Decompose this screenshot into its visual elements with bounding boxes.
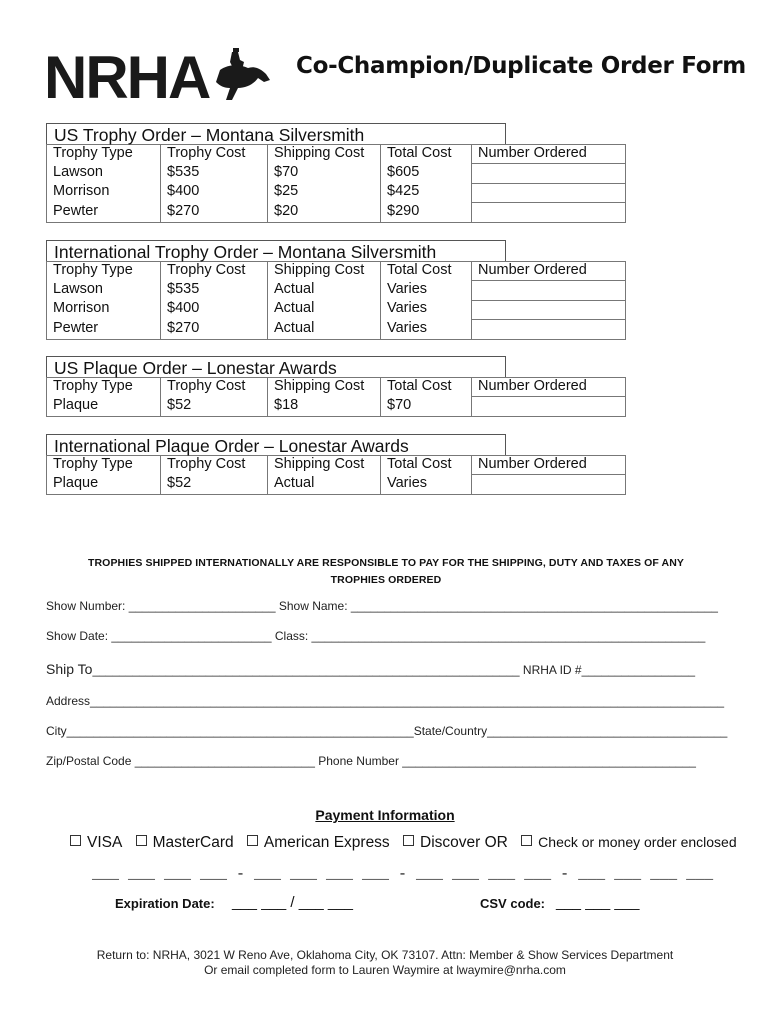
option-label: Discover OR — [420, 834, 508, 851]
payment-options — [70, 834, 746, 852]
column-header: Trophy Cost — [161, 378, 268, 397]
table-row — [47, 281, 626, 300]
column-header-number-ordered: Number Ordered — [472, 456, 626, 475]
trophy-type: Plaque — [47, 397, 161, 416]
section-us-trophy — [46, 123, 620, 223]
section-heading: US Trophy Order – Montana Silversmith — [46, 123, 506, 145]
column-header-number-ordered: Number Ordered — [472, 262, 626, 281]
section-heading: International Trophy Order – Montana Silversmith — [46, 240, 506, 262]
column-header: Shipping Cost — [268, 456, 381, 475]
column-header: Total Cost — [381, 456, 472, 475]
ship-to-field[interactable] — [46, 661, 695, 677]
trophy-cost: $535 — [161, 281, 268, 300]
trophy-type: Morrison — [47, 183, 161, 202]
csv-code-field[interactable]: ___ ___ ___ — [556, 894, 640, 911]
checkbox-icon[interactable] — [247, 835, 258, 846]
nrha-logo — [44, 46, 272, 104]
address-field[interactable]: Address_______________________________________________________________________________________________ — [46, 694, 725, 708]
option-label: VISA — [87, 834, 123, 851]
trophy-type: Morrison — [47, 300, 161, 319]
section-heading: International Plaque Order – Lonestar Awards — [46, 434, 506, 456]
horse-rider-icon — [216, 48, 270, 100]
footer-line: Or email completed form to Lauren Waymire at lwaymire@nrha.com — [204, 963, 566, 977]
column-header: Trophy Cost — [161, 145, 268, 164]
column-header: Trophy Cost — [161, 456, 268, 475]
footer-line: Return to: NRHA, 3021 W Reno Ave, Oklahoma City, OK 73107. Attn: Member & Show Services Department — [96, 948, 674, 962]
payment-option-visa[interactable] — [70, 834, 122, 851]
trophy-cost: $270 — [161, 320, 268, 339]
shipping-cost: Actual — [268, 281, 381, 300]
payment-option-amex[interactable] — [247, 834, 390, 851]
option-label: Check or money order enclosed — [538, 834, 737, 850]
shipping-cost: $20 — [268, 203, 381, 222]
number-ordered-field[interactable] — [472, 475, 626, 494]
return-address-footer — [0, 948, 770, 978]
total-cost: $70 — [381, 397, 472, 416]
number-ordered-field[interactable] — [472, 183, 626, 202]
column-header: Total Cost — [381, 378, 472, 397]
order-table — [46, 144, 626, 223]
shipping-cost: Actual — [268, 475, 381, 494]
number-ordered-field[interactable] — [472, 164, 626, 183]
column-header: Trophy Type — [47, 262, 161, 281]
total-cost: $425 — [381, 183, 472, 202]
total-cost: Varies — [381, 281, 472, 300]
payment-information-title: Payment Information — [315, 807, 455, 823]
trophy-type: Plaque — [47, 475, 161, 494]
option-label: American Express — [263, 834, 390, 851]
checkbox-icon[interactable] — [70, 835, 81, 846]
number-ordered-field[interactable] — [472, 300, 626, 319]
expiration-date-field[interactable]: ___ ___ / ___ ___ — [232, 894, 353, 911]
csv-code-label: CSV code: — [480, 896, 546, 911]
show-number-field[interactable]: Show Number: ______________________ Show Name: _______________________________________________________ — [46, 599, 718, 613]
shipping-cost: $25 — [268, 183, 381, 202]
trophy-cost: $52 — [161, 475, 268, 494]
column-header-number-ordered: Number Ordered — [472, 145, 626, 164]
table-row — [47, 164, 626, 183]
card-number-field[interactable]: ___ ___ ___ ___ - ___ ___ ___ ___ - ___ ___ ___ ___ - ___ ___ ___ ___ — [92, 866, 714, 883]
number-ordered-field[interactable] — [472, 320, 626, 339]
column-header-number-ordered: Number Ordered — [472, 378, 626, 397]
column-header: Trophy Type — [47, 378, 161, 397]
ship-to-blank[interactable]: ________________________________________________________________ NRHA ID #_________________ — [92, 663, 696, 677]
checkbox-icon[interactable] — [403, 835, 414, 846]
shipping-cost: $70 — [268, 164, 381, 183]
number-ordered-field[interactable] — [472, 397, 626, 416]
table-row — [47, 300, 626, 319]
payment-option-discover[interactable] — [403, 834, 508, 851]
notice-line: TROPHIES SHIPPED INTERNATIONALLY ARE RESPONSIBLE TO PAY FOR THE SHIPPING, DUTY AND TAXES OF ANY — [87, 557, 685, 569]
column-header: Trophy Type — [47, 145, 161, 164]
checkbox-icon[interactable] — [136, 835, 147, 846]
column-header: Shipping Cost — [268, 262, 381, 281]
column-header: Trophy Cost — [161, 262, 268, 281]
total-cost: Varies — [381, 475, 472, 494]
table-row — [47, 183, 626, 202]
order-table — [46, 261, 626, 340]
section-international-plaque — [46, 434, 620, 495]
trophy-cost: $400 — [161, 183, 268, 202]
trophy-type: Pewter — [47, 320, 161, 339]
section-heading: US Plaque Order – Lonestar Awards — [46, 356, 506, 378]
order-table — [46, 455, 626, 495]
column-header: Total Cost — [381, 262, 472, 281]
trophy-type: Lawson — [47, 164, 161, 183]
number-ordered-field[interactable] — [472, 203, 626, 222]
ship-to-label: Ship To — [46, 661, 93, 677]
show-date-field[interactable]: Show Date: ________________________ Class: ___________________________________________________________ — [46, 629, 706, 643]
payment-option-mastercard[interactable] — [136, 834, 234, 851]
nrha-logo-icon — [44, 46, 272, 104]
option-label: MasterCard — [152, 834, 234, 851]
order-table — [46, 377, 626, 417]
total-cost: Varies — [381, 300, 472, 319]
total-cost: $290 — [381, 203, 472, 222]
trophy-cost: $270 — [161, 203, 268, 222]
notice-line: TROPHIES ORDERED — [330, 574, 442, 586]
column-header: Trophy Type — [47, 456, 161, 475]
section-us-plaque — [46, 356, 620, 417]
table-row — [47, 203, 626, 222]
column-header: Shipping Cost — [268, 378, 381, 397]
shipping-cost: $18 — [268, 397, 381, 416]
shipping-cost: Actual — [268, 300, 381, 319]
table-header-row — [47, 378, 626, 397]
number-ordered-field[interactable] — [472, 281, 626, 300]
column-header: Shipping Cost — [268, 145, 381, 164]
checkbox-icon[interactable] — [521, 835, 532, 846]
city-state-field[interactable]: City____________________________________________________State/Country____________________________________ — [46, 724, 728, 738]
logo-text: NRHA — [44, 46, 210, 104]
table-header-row — [47, 145, 626, 164]
page-title: Co-Champion/Duplicate Order Form — [296, 53, 746, 79]
table-header-row — [47, 456, 626, 475]
shipping-cost: Actual — [268, 320, 381, 339]
international-shipping-notice — [46, 555, 726, 589]
trophy-cost: $52 — [161, 397, 268, 416]
total-cost: Varies — [381, 320, 472, 339]
trophy-cost: $400 — [161, 300, 268, 319]
table-row — [47, 475, 626, 494]
expiration-date-label: Expiration Date: — [115, 896, 215, 911]
total-cost: $605 — [381, 164, 472, 183]
table-header-row — [47, 262, 626, 281]
trophy-type: Lawson — [47, 281, 161, 300]
column-header: Total Cost — [381, 145, 472, 164]
payment-option-check[interactable] — [521, 834, 736, 850]
table-row — [47, 397, 626, 416]
section-international-trophy — [46, 240, 620, 340]
trophy-cost: $535 — [161, 164, 268, 183]
table-row — [47, 320, 626, 339]
trophy-type: Pewter — [47, 203, 161, 222]
zip-phone-field[interactable]: Zip/Postal Code ___________________________ Phone Number ____________________________________________ — [46, 754, 696, 768]
